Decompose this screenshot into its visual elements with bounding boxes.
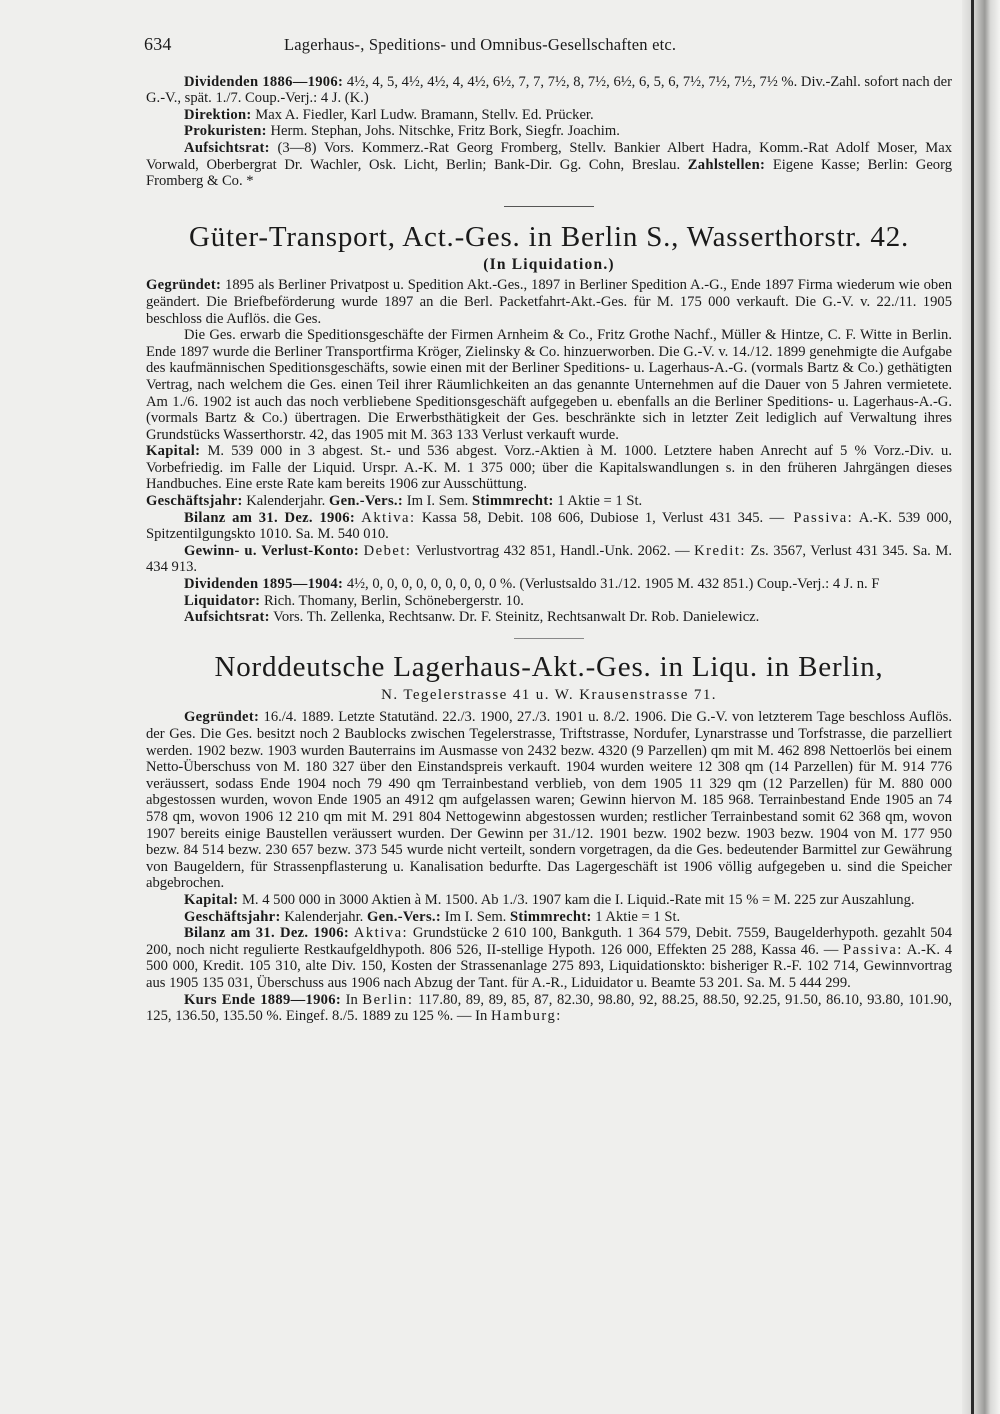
gueter-guv: Gewinn- u. Verlust-Konto: Debet: Verlustvortrag 432 851, Handl.-Unk. 2062. — Kredit: Zs. 3567, Verlust 431 345. Sa. M. 434 913.	[146, 542, 952, 576]
gueter-gegruendet: Gegründet: 1895 als Berliner Privatpost u. Spedition Akt.-Ges., 1897 in Berliner Spedition A.-G., Ende 1897 Firma wiederum wie oben geändert. Die Briefbeförderung wurde 1897 an die Berl. Packetfahrt-Akt.-Ges. für M. 175 000 verkauft. Die G.-V. v. 22./11. 1905 beschloss die Auflös. die Ges.	[146, 277, 952, 327]
gueter-bilanz: Bilanz am 31. Dez. 1906: Aktiva: Kassa 58, Debit. 108 606, Dubiose 1, Verlust 431 345. — Passiva: A.-K. 539 000, Spitzentilgungskto 1010. Sa. M. 540 010.	[146, 509, 953, 543]
prev-aufsichtsrat: Aufsichtsrat: (3—8) Vors. Kommerz.-Rat Georg Fromberg, Stellv. Bankier Albert Hadra, Komm.-Rat Adolf Moser, Max Vorwald, Oberbergrat Dr. Wachler, Osk. Licht, Berlin; Bank-Dir. Gg. Cohn, Breslau. Zahlstellen: Eigene Kasse; Berlin: Georg Fromberg & Co. *	[146, 139, 952, 190]
company-address: N. Tegelerstrasse 41 u. W. Krausenstrasse 71.	[381, 686, 717, 703]
nord-geschaeftsjahr: Geschäftsjahr: Kalenderjahr. Gen.-Vers.: Im I. Sem. Stimmrecht: 1 Aktie = 1 St.	[184, 908, 681, 925]
gueter-dividenden: Dividenden 1895—1904: 4½, 0, 0, 0, 0, 0, 0, 0, 0, 0 %. (Verlustsaldo 31./12. 1905 M. 432 851.) Coup.-Verj.: 4 J. n. F	[184, 576, 880, 593]
company-title-norddeutsche: Norddeutsche Lagerhaus-Akt.-Ges. in Liqu. in Berlin,	[214, 650, 884, 683]
gueter-aufsichtsrat: Aufsichtsrat: Vors. Th. Zellenka, Rechtsanw. Dr. F. Steinitz, Rechtsanwalt Dr. Rob. Danielewicz.	[184, 609, 760, 626]
page-number: 634	[144, 34, 172, 54]
nord-kapital: Kapital: M. 4 500 000 in 3000 Aktien à M. 1500. Ab 1./3. 1907 kam die I. Liquid.-Rate mit 15 % = M. 225 zur Auszahlung.	[184, 891, 915, 908]
page-content	[146, 36, 952, 1025]
gueter-history: Die Ges. erwarb die Speditionsgeschäfte der Firmen Arnheim & Co., Fritz Grothe Nachf., Müller & Hintze, C. F. Witte in Berlin. Ende 1897 wurde die Berliner Transportfirma Kröger, Zielinsky & Co. hinzuerworben. Die G.-V. v. 14./12. 1899 genehmigte die Aufgabe des kaufmännischen Speditionsgeschäfts, sowie einen mit der Berliner Speditions- u. Lagerhaus-A.-G. (vormals Bartz & Co.) gethätigten Vertrag, nach welchem die Ges. einen Teil ihrer Räumlichkeiten an das genannte Unternehmen auf die Dauer von 5 Jahren vermietete. Am 1./6. 1902 ist auch das noch verbliebene Speditionsgeschäft aufgegeben u. ebenfalls an die Berliner Speditions- u. Lagerhaus-A.-G. (vormals Bartz & Co.) übertragen. Die Erwerbsthätigkeit der Ges. beschränkte sich in letzter Zeit lediglich auf Verwaltung ihres Grundstücks Wasserthorstr. 42, das 1905 mit M. 363 133 Verlust verkauft wurde.	[146, 327, 952, 443]
running-title: Lagerhaus-, Speditions- und Omnibus-Gesellschaften etc.	[284, 35, 677, 54]
book-spine-edge	[971, 0, 974, 1414]
nord-kurs: Kurs Ende 1889—1906: In Berlin: 117.80, 89, 89, 85, 87, 82.30, 98.80, 92, 88.25, 88.50, 92.25, 91.50, 86.10, 93.80, 101.90, 125, 136.50, 135.50 %. Eingef. 8./5. 1889 zu 125 %. — In Hamburg:	[146, 991, 953, 1025]
running-header	[144, 36, 952, 54]
gueter-kapital: Kapital: M. 539 000 in 3 abgest. St.- und 536 abgest. Vorz.-Aktien à M. 1000. Letztere haben Anrecht auf 5 % Vorz.-Div. u. Vorbefriedig. im Falle der Liquid. Urspr. A.-K. M. 1 375 000; über die Kapitalswandlungen s. in den früheren Jahrgängen dieses Handbuches. Eine erste Rate kam bereits 1906 zur Ausschüttung.	[146, 443, 953, 493]
liquidation-note: (In Liquidation.)	[483, 255, 615, 273]
gueter-liquidator: Liquidator: Rich. Thomany, Berlin, Schönebergerstr. 10.	[184, 592, 524, 609]
nord-bilanz: Bilanz am 31. Dez. 1906: Aktiva: Grundstücke 2 610 100, Bankguth. 1 364 579, Debit. 7559, Baugelderhypoth. gezahlt 504 200, noch nicht regulierte Restkaufgeldhypoth. 806 526, II-stellige Hypoth. 126 000, Effekten 25 288, Kassa 46. — Passiva: A.-K. 4 500 000, Kredit. 105 310, alte Div. 150, Kosten der Strassenanlage 275 893, Liquidationskto: bisheriger R.-F. 102 714, Gewinnvortrag aus 1905 135 031, Überschuss aus 1906 nach Abzug der Tant. für A.-R., Liduidator u. Beamte 53 201. Sa. M. 5 444 299.	[146, 925, 953, 991]
prev-dividenden: Dividenden 1886—1906: 4½, 4, 5, 4½, 4½, 4, 4½, 6½, 7, 7, 7½, 8, 7½, 6½, 6, 5, 6, 7½, 7½, 7½, 7½ %. Div.-Zahl. sofort nach der G.-V., spät. 1./7. Coup.-Verj.: 4 J. (K.)	[146, 73, 952, 107]
prev-direktion: Direktion: Max A. Fiedler, Karl Ludw. Bramann, Stellv. Ed. Prücker.	[184, 106, 594, 123]
book-spine-shadow	[962, 0, 1000, 1414]
section-divider	[514, 638, 584, 639]
gueter-geschaeftsjahr: Geschäftsjahr: Kalenderjahr. Gen.-Vers.: Im I. Sem. Stimmrecht: 1 Aktie = 1 St.	[146, 493, 643, 510]
nord-gegruendet: Gegründet: 16./4. 1889. Letzte Statutänd. 22./3. 1900, 27./3. 1901 u. 8./2. 1906. Die G.-V. von letzterem Tage beschloss Auflös. der Ges. Die Ges. besitzt noch 2 Baublocks zwischen Tegelerstrasse, Triftstrasse, Nordufer, Lynarstrasse und Torfstrasse, die parzelliert werden. 1902 bezw. 1903 wurden Bauterrains im Ausmasse von 2432 bezw. 4320 (9 Parzellen) qm mit M. 462 898 Nettoerlös bei einem Netto-Überschuss von M. 180 327 über den Einstandspreis verkauft. 1904 wurden weitere 12 308 qm (14 Parzellen) für M. 914 776 veräussert, sodass Ende 1904 noch 79 490 qm Terrainbestand verblieb, von dem 1905 11 329 qm (12 Parzellen) für M. 880 000 abgestossen wurden, wovon Ende 1905 an 4912 qm aufgelassen waren; Gewinn hiervon M. 185 968. Terrainbestand Ende 1905 an 74 578 qm, wovon 1906 12 210 qm mit M. 291 804 Nettogewinn abgestossen wurden; restlicher Terrainbestand somit 62 368 qm, wovon 1907 bereits einige Baustellen veräussert wurden. Der Gewinn per 31./12. 1901 bezw. 1902 bezw. 1903 bezw. 1904 von M. 177 950 bezw. 84 514 bezw. 230 657 bezw. 373 545 wurde nicht verteilt, sondern vorgetragen, da die Ges. bedeutender Barmittel zur Gewährung von Baugeldern, für Strassenpflasterung u. Kanalisation bedurfte. Das Lagergeschäft ist 1906 völlig aufgegeben u. sind die Speicher abgebrochen.	[146, 709, 952, 892]
company-title-gueter-transport: Güter-Transport, Act.-Ges. in Berlin S., Wasserthorstr. 42.	[188, 220, 910, 253]
section-divider	[504, 206, 594, 207]
prev-prokuristen: Prokuristen: Herm. Stephan, Johs. Nitschke, Fritz Bork, Siegfr. Joachim.	[184, 123, 620, 140]
